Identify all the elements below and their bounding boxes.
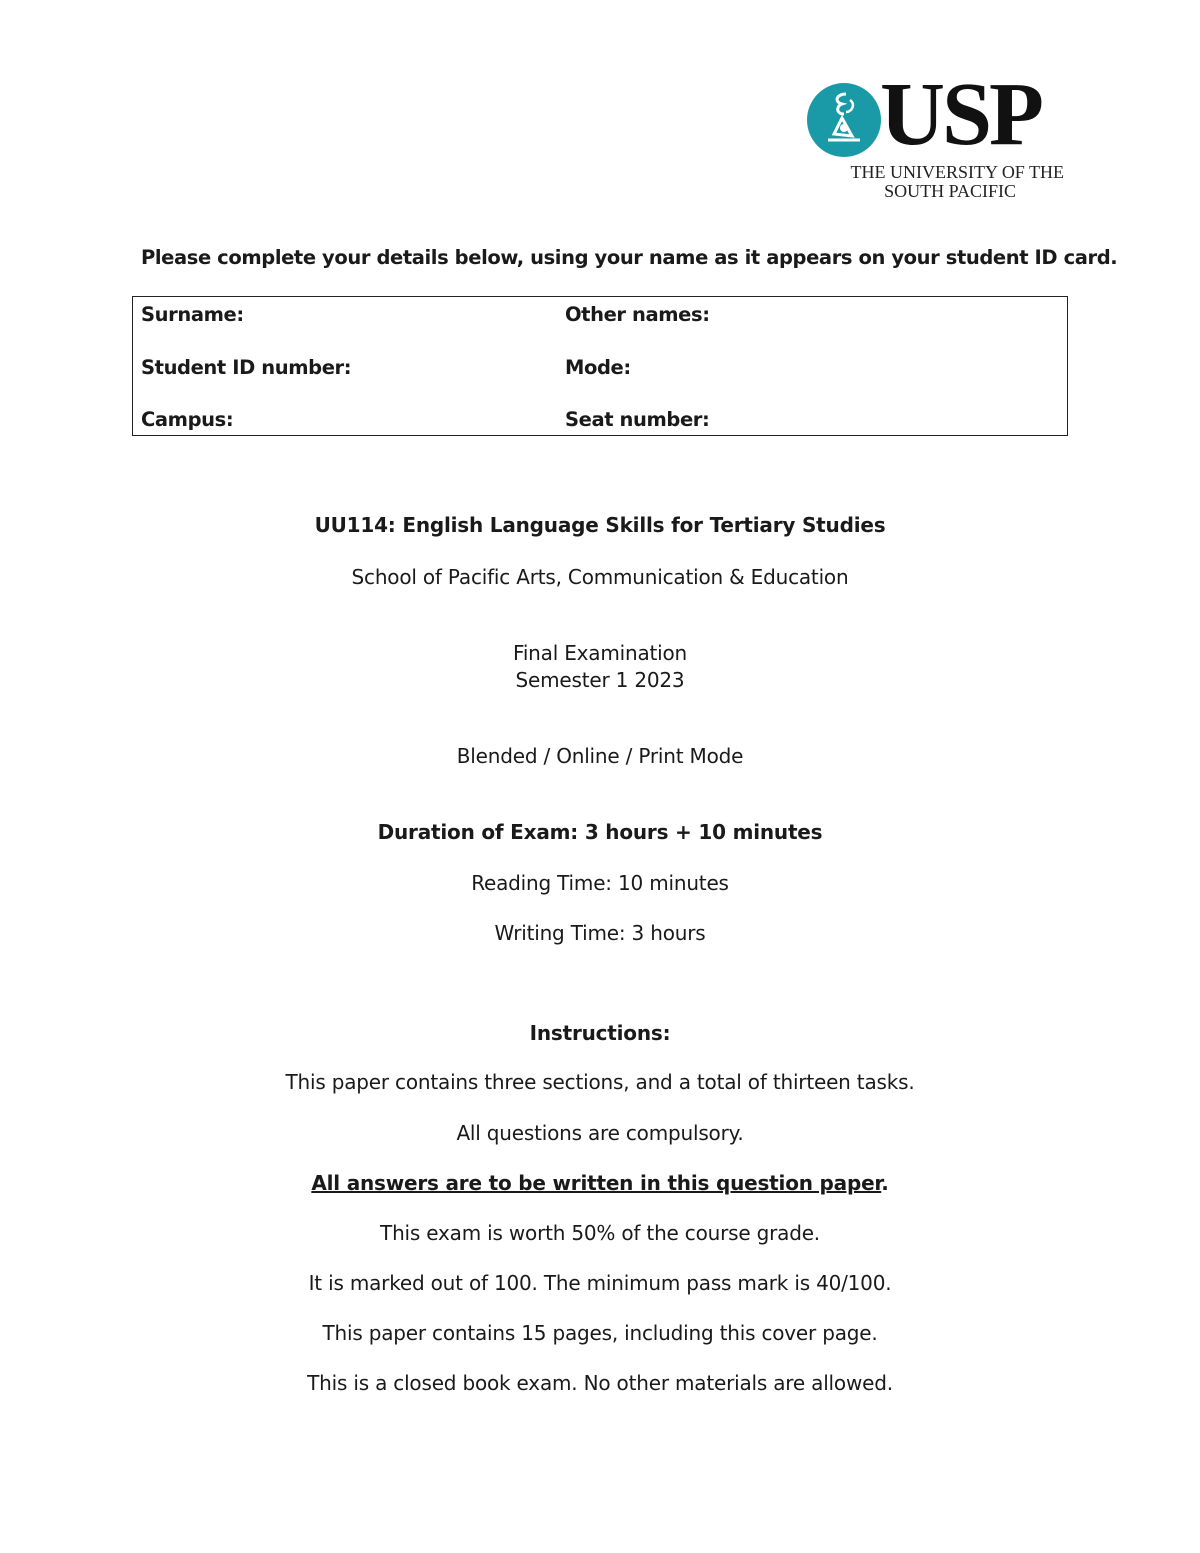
instruction-line: It is marked out of 100. The minimum pass mark is 40/100. — [308, 1271, 892, 1295]
surname-field[interactable]: Surname: — [141, 303, 244, 326]
reading-time: Reading Time: 10 minutes — [471, 871, 729, 895]
instruction-line: This paper contains 15 pages, including this cover page. — [322, 1321, 878, 1345]
university-seal-icon — [806, 82, 882, 158]
instruction-line: This exam is worth 50% of the course grade. — [380, 1221, 820, 1245]
instruction-line: This paper contains three sections, and a total of thirteen tasks. — [285, 1070, 915, 1094]
student-details-box — [132, 296, 1068, 436]
logo-subtitle-line1: THE UNIVERSITY OF THE — [850, 162, 1064, 182]
school-name: School of Pacific Arts, Communication & Education — [351, 565, 849, 589]
student-id-field[interactable]: Student ID number: — [141, 356, 352, 379]
writing-time: Writing Time: 3 hours — [494, 921, 706, 945]
seat-number-field[interactable]: Seat number: — [565, 408, 710, 431]
underlined-answer-instruction: All answers are to be written in this question paper — [311, 1171, 882, 1195]
duration-title: Duration of Exam: 3 hours + 10 minutes — [377, 820, 823, 844]
instruction-line-emphasis — [0, 1170, 1200, 1196]
delivery-mode: Blended / Online / Print Mode — [456, 744, 744, 768]
semester: Semester 1 2023 — [515, 668, 685, 692]
campus-field[interactable]: Campus: — [141, 408, 234, 431]
other-names-field[interactable]: Other names: — [565, 303, 710, 326]
instruction-line: This is a closed book exam. No other materials are allowed. — [307, 1371, 893, 1395]
instructions-heading: Instructions: — [529, 1021, 671, 1045]
instruction-period: . — [881, 1171, 889, 1195]
mode-field[interactable]: Mode: — [565, 356, 631, 379]
usp-logo — [804, 65, 1068, 204]
logo-wordmark: USP — [880, 65, 1042, 164]
instruction-line: All questions are compulsory. — [456, 1121, 744, 1145]
details-instruction: Please complete your details below, using your name as it appears on your student ID card. — [141, 246, 1118, 269]
course-title: UU114: English Language Skills for Tertiary Studies — [314, 513, 886, 537]
exam-type: Final Examination — [512, 641, 688, 665]
logo-subtitle-line2: SOUTH PACIFIC — [884, 181, 1016, 201]
